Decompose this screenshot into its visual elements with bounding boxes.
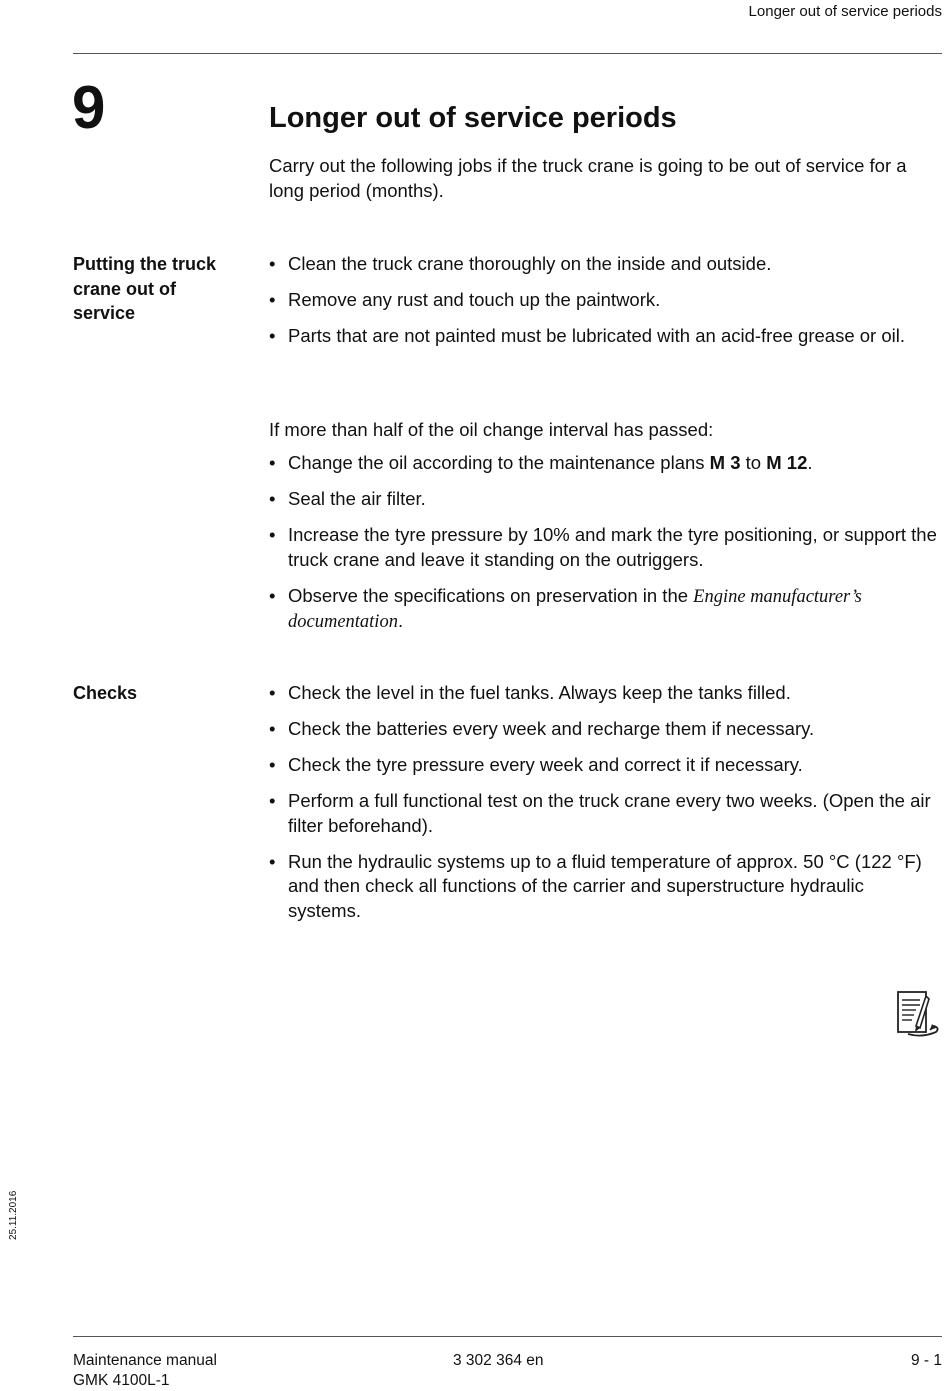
document-reference-icon [896, 990, 942, 1040]
list-item [269, 451, 939, 476]
oil-bullet-connector: to [740, 452, 767, 473]
footer-manual: Maintenance manual [73, 1352, 217, 1369]
list-item: • Check the batteries every week and recharge them if necessary. [269, 717, 939, 742]
spec-bullet-end: . [397, 610, 404, 631]
print-date: 25.11.2016 [8, 1190, 19, 1240]
spec-bullet-text: Observe the specifications on preservation in the [288, 584, 694, 606]
oil-bullet-end: . [807, 452, 813, 473]
oil-interval-list [269, 451, 939, 646]
chapter-intro: Carry out the following jobs if the truck crane is going to be out of service for a long period (months). [269, 155, 907, 201]
list-item: • Run the hydraulic systems up to a fluid temperature of approx. 50 °C (122 °F) and then check all functions of the carrier and superstructure hydraulic systems. [269, 850, 939, 924]
footer-model: GMK 4100L-1 [73, 1372, 170, 1389]
plan-ref-m12: M 12 [766, 452, 808, 473]
list-item: • Clean the truck crane thoroughly on the inside and outside. [269, 252, 939, 277]
list-item: • Remove any rust and touch up the paintwork. [269, 288, 939, 313]
engine-doc-reference: Engine manufacturer’s documentation [288, 586, 862, 632]
checks-list [269, 681, 939, 935]
list-item: • Parts that are not painted must be lubricated with an acid-free grease or oil. [269, 324, 939, 349]
list-item: • Perform a full functional test on the truck crane every two weeks. (Open the air filter beforehand). [269, 789, 939, 838]
list-item: • Check the level in the fuel tanks. Always keep the tanks filled. [269, 681, 939, 706]
running-header: Longer out of service periods [748, 3, 942, 20]
list-item: • Increase the tyre pressure by 10% and mark the tyre positioning, or support the truck crane and leave it standing on the outriggers. [269, 523, 939, 572]
chapter-title: Longer out of service periods [269, 102, 677, 134]
list-item: • Check the tyre pressure every week and correct it if necessary. [269, 753, 939, 778]
footer-rule [73, 1336, 942, 1337]
out-of-service-list [269, 252, 939, 360]
plan-ref-m3: M 3 [709, 452, 741, 473]
footer-manual-info [73, 1351, 217, 1391]
section-heading-checks: Checks [73, 683, 138, 703]
chapter-number: 9 [72, 74, 106, 141]
section-heading-out-of-service: Putting the truck crane out of service [73, 254, 216, 323]
footer-doc-number: 3 302 364 en [453, 1352, 544, 1369]
oil-bullet-text: Change the oil according to the maintenance plans [288, 452, 710, 473]
list-item: • Seal the air filter. [269, 487, 939, 512]
footer-page-number: 9 - 1 [910, 1352, 942, 1369]
list-item [269, 584, 939, 635]
header-rule [73, 53, 942, 54]
oil-interval-lead: If more than half of the oil change interval has passed: [269, 419, 714, 440]
